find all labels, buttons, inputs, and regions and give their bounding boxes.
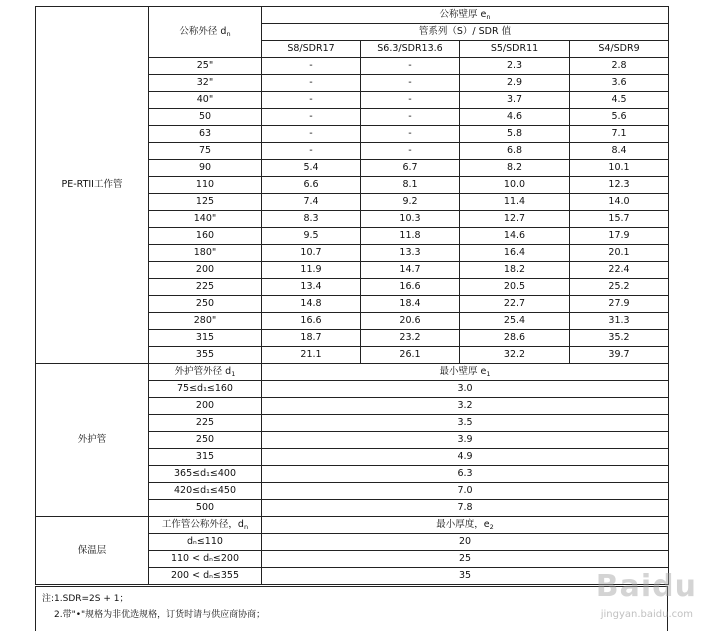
wall-cell: 10.3 — [361, 211, 460, 228]
watermark-url: jingyan.baidu.com — [600, 609, 693, 620]
wall-cell: 15.7 — [570, 211, 669, 228]
jacket-min-cell: 6.3 — [262, 466, 669, 483]
wall-cell: 35.2 — [570, 330, 669, 347]
wall-cell: 22.4 — [570, 262, 669, 279]
pipe-od-cell: 280" — [149, 313, 262, 330]
pipe-od-header — [149, 7, 262, 58]
jacket-od-header-text: 外护管外径 d — [174, 366, 232, 377]
wall-cell: 5.8 — [460, 126, 570, 143]
wall-cell: 26.1 — [361, 347, 460, 364]
wall-cell: 23.2 — [361, 330, 460, 347]
pipe-od-cell: 315 — [149, 330, 262, 347]
series-col-header: S8/SDR17 — [262, 41, 361, 58]
wall-cell: - — [361, 126, 460, 143]
wall-header-subscript: n — [486, 13, 491, 21]
spec-table — [35, 6, 669, 585]
pipe-od-cell: 180" — [149, 245, 262, 262]
wall-cell: 17.9 — [570, 228, 669, 245]
pipe-od-header-text: 公称外径 d — [179, 26, 227, 37]
wall-cell: 14.7 — [361, 262, 460, 279]
wall-cell: 32.2 — [460, 347, 570, 364]
ins-min-header-text: 最小厚度，e — [436, 519, 490, 530]
jacket-min-header-subscript: 1 — [486, 370, 491, 378]
jacket-od-cell: 420≤d₁≤450 — [149, 483, 262, 500]
wall-cell: - — [262, 58, 361, 75]
wall-cell: 4.6 — [460, 109, 570, 126]
ins-od-header-subscript: n — [243, 523, 249, 531]
jacket-min-header-text: 最小壁厚 e — [439, 366, 487, 377]
wall-cell: 10.1 — [570, 160, 669, 177]
wall-cell: 11.8 — [361, 228, 460, 245]
wall-cell: - — [361, 92, 460, 109]
wall-cell: - — [262, 92, 361, 109]
jacket-min-cell: 3.5 — [262, 415, 669, 432]
wall-header-text: 公称壁厚 e — [439, 9, 487, 20]
wall-cell: - — [361, 109, 460, 126]
wall-cell: 20.5 — [460, 279, 570, 296]
wall-cell: - — [262, 143, 361, 160]
wall-cell: 21.1 — [262, 347, 361, 364]
pipe-od-cell: 125 — [149, 194, 262, 211]
pipe-od-cell: 110 — [149, 177, 262, 194]
wall-cell: 14.6 — [460, 228, 570, 245]
series-col-header: S4/SDR9 — [570, 41, 669, 58]
jacket-min-header — [262, 364, 669, 381]
wall-cell: 18.4 — [361, 296, 460, 313]
ins-od-cell: dₙ≤110 — [149, 534, 262, 551]
wall-cell: - — [262, 109, 361, 126]
pipe-od-cell: 355 — [149, 347, 262, 364]
wall-cell: 2.9 — [460, 75, 570, 92]
wall-cell: 20.6 — [361, 313, 460, 330]
wall-cell: 9.5 — [262, 228, 361, 245]
wall-cell: 8.2 — [460, 160, 570, 177]
ins-min-cell: 20 — [262, 534, 669, 551]
pipe-od-cell: 250 — [149, 296, 262, 313]
wall-cell: - — [361, 75, 460, 92]
pipe-od-cell: 75 — [149, 143, 262, 160]
ins-min-cell: 25 — [262, 551, 669, 568]
pipe-od-cell: 140" — [149, 211, 262, 228]
wall-cell: 39.7 — [570, 347, 669, 364]
series-col-header: S6.3/SDR13.6 — [361, 41, 460, 58]
wall-cell: 12.7 — [460, 211, 570, 228]
jacket-min-cell: 4.9 — [262, 449, 669, 466]
section-pipe: PE-RTII工作管 — [36, 7, 149, 364]
wall-cell: 6.6 — [262, 177, 361, 194]
ins-od-cell: 110 < dₙ≤200 — [149, 551, 262, 568]
wall-cell: 28.6 — [460, 330, 570, 347]
wall-cell: 25.2 — [570, 279, 669, 296]
spec-sheet — [35, 6, 673, 631]
table-row — [36, 7, 669, 24]
pipe-od-cell: 160 — [149, 228, 262, 245]
table-row — [36, 364, 669, 381]
wall-cell: 6.8 — [460, 143, 570, 160]
jacket-min-cell: 3.2 — [262, 398, 669, 415]
wall-cell: - — [361, 58, 460, 75]
jacket-od-header — [149, 364, 262, 381]
wall-cell: 11.4 — [460, 194, 570, 211]
wall-cell: 16.4 — [460, 245, 570, 262]
jacket-od-cell: 200 — [149, 398, 262, 415]
wall-cell: 5.4 — [262, 160, 361, 177]
jacket-min-cell: 3.0 — [262, 381, 669, 398]
section-insulation: 保温层 — [36, 517, 149, 585]
wall-cell: 18.7 — [262, 330, 361, 347]
pipe-od-cell: 225 — [149, 279, 262, 296]
jacket-min-cell: 7.0 — [262, 483, 669, 500]
wall-cell: 31.3 — [570, 313, 669, 330]
wall-cell: 16.6 — [361, 279, 460, 296]
wall-cell: 6.7 — [361, 160, 460, 177]
pipe-od-cell: 50 — [149, 109, 262, 126]
wall-cell: 13.3 — [361, 245, 460, 262]
wall-cell: 4.5 — [570, 92, 669, 109]
wall-cell: 10.0 — [460, 177, 570, 194]
wall-cell: 27.9 — [570, 296, 669, 313]
wall-header — [262, 7, 669, 24]
jacket-od-cell: 315 — [149, 449, 262, 466]
wall-cell: 12.3 — [570, 177, 669, 194]
pipe-od-header-subscript: n — [226, 30, 231, 38]
table-row — [36, 517, 669, 534]
wall-cell: 10.7 — [262, 245, 361, 262]
ins-od-header-text: 工作管公称外径，d — [161, 519, 244, 530]
wall-cell: 5.6 — [570, 109, 669, 126]
wall-cell: 13.4 — [262, 279, 361, 296]
jacket-od-cell: 75≤d₁≤160 — [149, 381, 262, 398]
ins-od-cell: 200 < dₙ≤355 — [149, 568, 262, 585]
wall-cell: 14.8 — [262, 296, 361, 313]
jacket-od-cell: 225 — [149, 415, 262, 432]
wall-cell: 7.1 — [570, 126, 669, 143]
spec-table-body — [36, 7, 669, 585]
wall-cell: 18.2 — [460, 262, 570, 279]
wall-cell: 8.4 — [570, 143, 669, 160]
watermark-logo: Baidu — [595, 569, 697, 604]
wall-cell: - — [361, 143, 460, 160]
note-2: 2.带"•"规格为非优选规格，订货时请与供应商协商； — [54, 610, 266, 620]
wall-cell: - — [262, 126, 361, 143]
ins-min-cell: 35 — [262, 568, 669, 585]
jacket-od-cell: 365≤d₁≤400 — [149, 466, 262, 483]
wall-cell: 3.6 — [570, 75, 669, 92]
wall-cell: 22.7 — [460, 296, 570, 313]
wall-cell: 14.0 — [570, 194, 669, 211]
pipe-od-cell: 200 — [149, 262, 262, 279]
pipe-od-cell: 32" — [149, 75, 262, 92]
wall-cell: 8.1 — [361, 177, 460, 194]
wall-cell: 9.2 — [361, 194, 460, 211]
wall-cell: 2.8 — [570, 58, 669, 75]
jacket-min-cell: 3.9 — [262, 432, 669, 449]
jacket-od-cell: 500 — [149, 500, 262, 517]
jacket-od-header-subscript: 1 — [231, 370, 236, 378]
jacket-od-cell: 250 — [149, 432, 262, 449]
wall-cell: - — [262, 75, 361, 92]
series-col-header: S5/SDR11 — [460, 41, 570, 58]
wall-cell: 20.1 — [570, 245, 669, 262]
pipe-od-cell: 63 — [149, 126, 262, 143]
jacket-min-cell: 7.8 — [262, 500, 669, 517]
note-1: 注:1.SDR=2S + 1； — [42, 594, 129, 604]
wall-cell: 16.6 — [262, 313, 361, 330]
ins-min-header-subscript: 2 — [489, 523, 494, 531]
wall-cell: 7.4 — [262, 194, 361, 211]
pipe-od-cell: 25" — [149, 58, 262, 75]
wall-cell: 2.3 — [460, 58, 570, 75]
pipe-od-cell: 90 — [149, 160, 262, 177]
wall-cell: 3.7 — [460, 92, 570, 109]
baidu-watermark — [547, 569, 697, 629]
series-header: 管系列（S）/ SDR 值 — [262, 24, 669, 41]
ins-od-header — [149, 517, 262, 534]
section-jacket: 外护管 — [36, 364, 149, 517]
wall-cell: 11.9 — [262, 262, 361, 279]
ins-min-header — [262, 517, 669, 534]
pipe-od-cell: 40" — [149, 92, 262, 109]
wall-cell: 8.3 — [262, 211, 361, 228]
wall-cell: 25.4 — [460, 313, 570, 330]
